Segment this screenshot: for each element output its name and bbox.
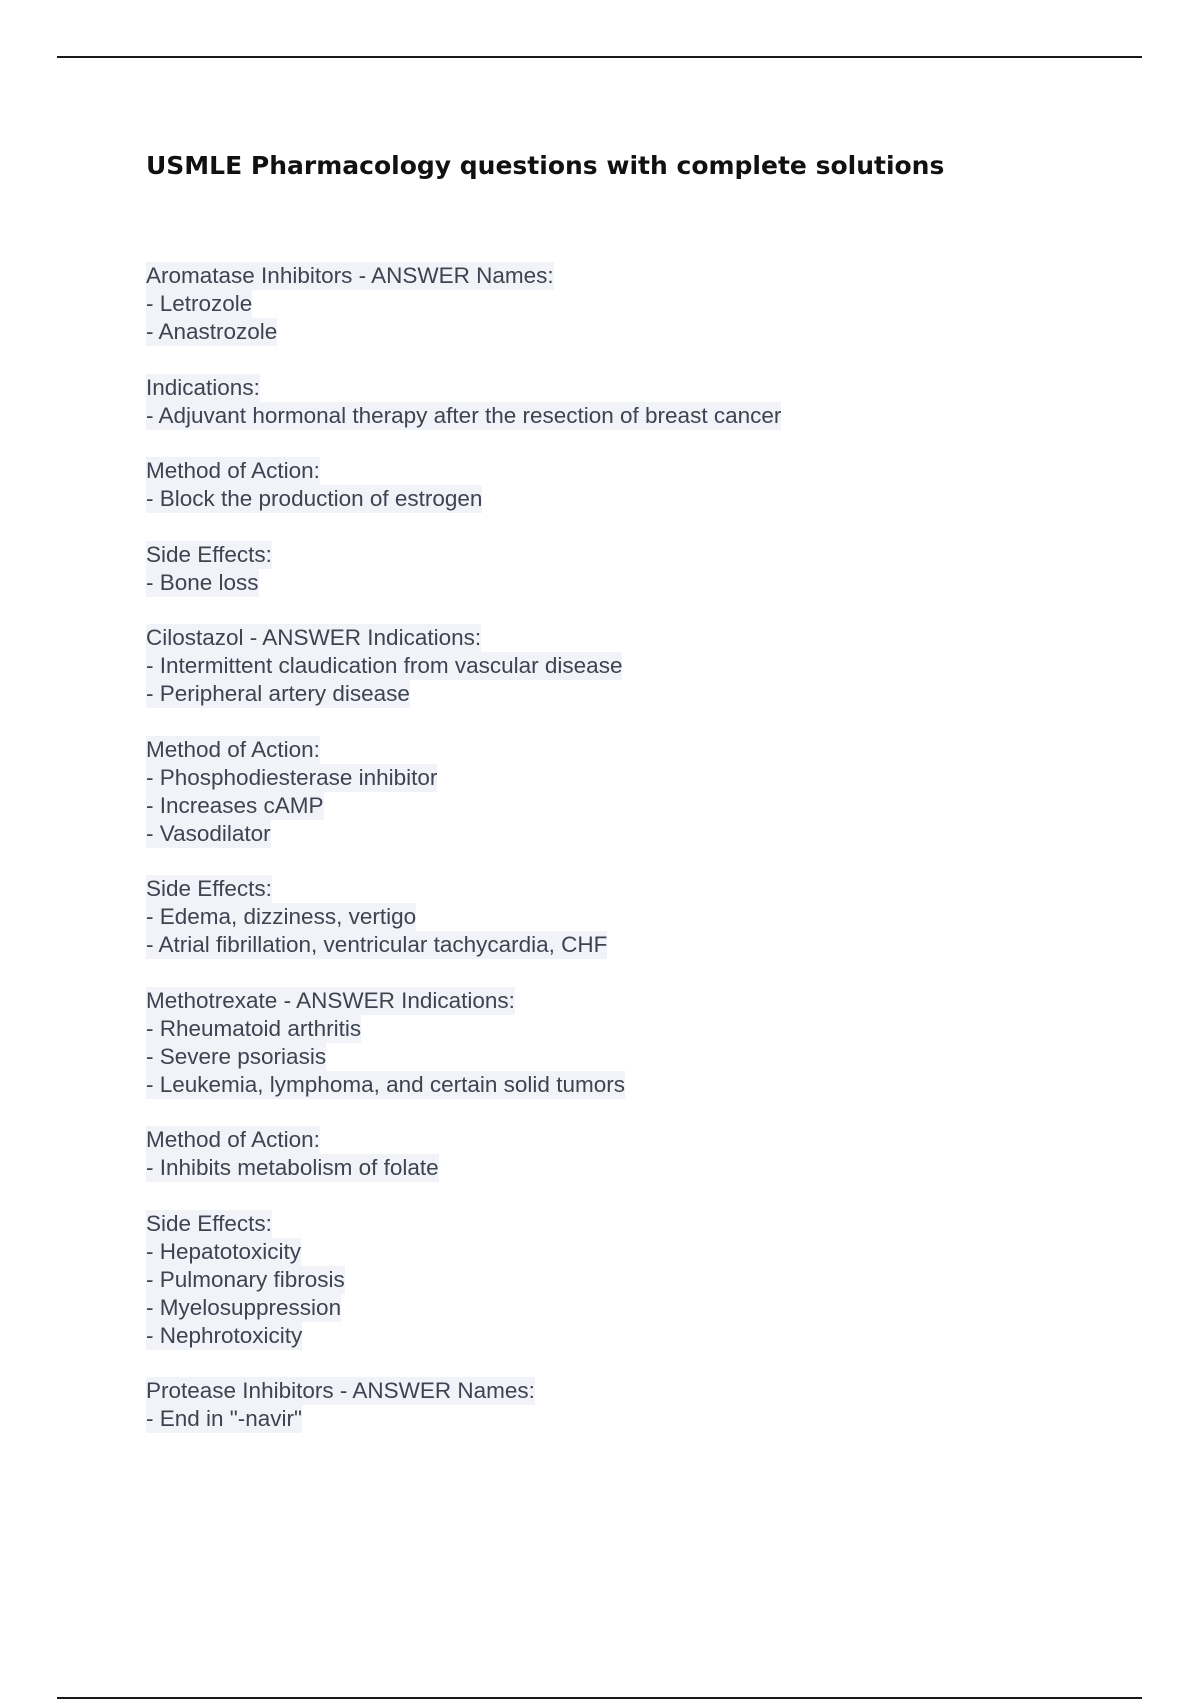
text-line: Side Effects: xyxy=(146,541,272,567)
paragraph xyxy=(146,1210,1146,1350)
footer-rule xyxy=(57,1697,1142,1699)
text-line: - Intermittent claudication from vascular disease xyxy=(146,653,623,678)
header-rule xyxy=(57,56,1142,58)
document-title: USMLE Pharmacology questions with complete solutions xyxy=(146,151,945,180)
paragraph xyxy=(146,736,1146,848)
text-line: - Vasodilator xyxy=(146,820,271,846)
text-line: - Block the production of estrogen xyxy=(146,486,483,511)
text-line: - Letrozole xyxy=(146,291,253,316)
text-line: - Phosphodiesterase inhibitor xyxy=(146,764,438,790)
paragraph xyxy=(146,541,1146,597)
text-line: - Leukemia, lymphoma, and certain solid tumors xyxy=(146,1071,625,1097)
text-line: Side Effects: xyxy=(146,876,272,901)
text-line: - End in "-navir" xyxy=(146,1406,303,1431)
text-line: - Adjuvant hormonal therapy after the resection of breast cancer xyxy=(146,402,782,428)
paragraph xyxy=(146,262,1146,346)
text-line: - Hepatotoxicity xyxy=(146,1238,302,1264)
paragraph xyxy=(146,457,1146,513)
text-line: Side Effects: xyxy=(146,1210,272,1236)
paragraph xyxy=(146,374,1146,430)
text-line: - Nephrotoxicity xyxy=(146,1322,303,1348)
text-line: Method of Action: xyxy=(146,1127,320,1152)
paragraph xyxy=(146,624,1146,708)
document-body xyxy=(146,262,1146,1461)
text-line: Cilostazol - ANSWER Indications: xyxy=(146,625,482,650)
paragraph xyxy=(146,875,1146,959)
paragraph xyxy=(146,987,1146,1099)
text-line: Indications: xyxy=(146,374,260,400)
text-line: Methotrexate - ANSWER Indications: xyxy=(146,987,515,1013)
text-line: - Inhibits metabolism of folate xyxy=(146,1155,439,1180)
text-line: - Bone loss xyxy=(146,569,259,595)
text-line: Aromatase Inhibitors - ANSWER Names: xyxy=(146,263,554,288)
text-line: Method of Action: xyxy=(146,736,320,762)
text-line: - Increases cAMP xyxy=(146,792,324,818)
text-line: - Edema, dizziness, vertigo xyxy=(146,904,417,929)
text-line: - Peripheral artery disease xyxy=(146,681,410,706)
paragraph xyxy=(146,1126,1146,1182)
paragraph xyxy=(146,1377,1146,1433)
text-line: Method of Action: xyxy=(146,458,320,483)
text-line: - Myelosuppression xyxy=(146,1294,342,1320)
text-line: Protease Inhibitors - ANSWER Names: xyxy=(146,1378,535,1403)
text-line: - Pulmonary fibrosis xyxy=(146,1266,345,1292)
text-line: - Rheumatoid arthritis xyxy=(146,1015,362,1041)
text-line: - Severe psoriasis xyxy=(146,1043,327,1069)
text-line: - Anastrozole xyxy=(146,319,278,344)
text-line: - Atrial fibrillation, ventricular tachycardia, CHF xyxy=(146,932,608,957)
